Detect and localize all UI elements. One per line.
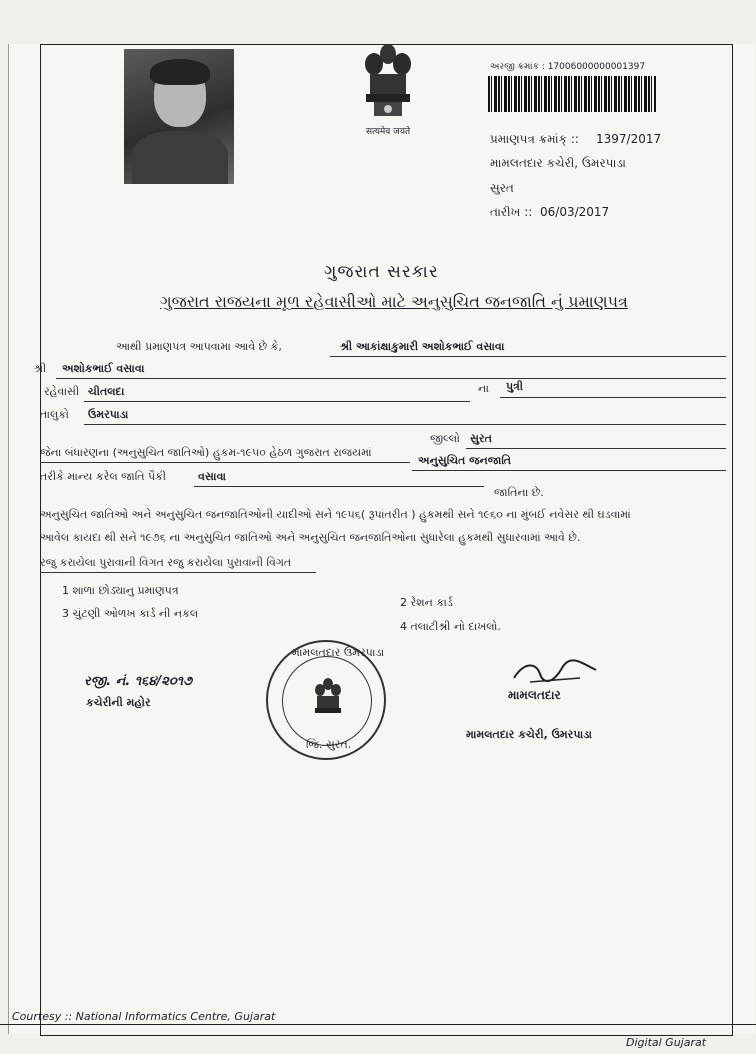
para-line-2: આવેલ કાયદા થી સને ૧૯૭૬ ના અનુસુચિત જાતિઓ અને અનુસુચિત જનજાતિઓના સુધારેલા હુકમથી સુધારવામાં આવે છે. — [40, 531, 581, 544]
barcode — [488, 76, 656, 112]
evidence-item: 4 તલાટીશ્રી નો દાખલો. — [400, 620, 501, 633]
father-name: અશોકભાઈ વસાવા — [62, 362, 145, 375]
office-seal-label: કચેરીની મહોર — [86, 696, 151, 709]
holder-name: શ્રી આકાંક્ષાકુમારી અશોકભાઈ વસાવા — [340, 340, 505, 353]
application-number: અરજી ક્રમાંક : 17006000000001397 — [490, 62, 646, 72]
outward-number: રજી. નં. ૧૬૪/૨૦૧૭ — [84, 674, 193, 689]
relation: પુત્રી — [506, 380, 524, 393]
footer-rule — [0, 1024, 756, 1025]
seal-bottom-text: જિ. સુરત. — [306, 738, 352, 751]
taluka-label: તાલુકો — [40, 408, 69, 421]
signature-icon — [510, 658, 600, 686]
national-emblem-icon — [360, 40, 416, 136]
title-sub: ગુજરાત રાજયના મૂળ રહેવાસીઓ માટે અનુસુચિત જનજાતિ નું પ્રમાણપત્ર — [160, 292, 628, 311]
emblem-motto: सत्यमेव जयते — [366, 127, 411, 137]
title-main: ગુજરાત સરકાર — [324, 262, 439, 282]
constitution-text: જેના બંધારણના (અનુસુચિત જાતિઓ) હુકમ-૧૯૫૦ હેઠળ ગુજરાત રાજયમાં — [40, 446, 372, 459]
signatory-title: મામલતદાર — [508, 688, 561, 702]
seal-emblem-icon — [312, 676, 344, 722]
caste-suffix: જાતિના છે. — [494, 486, 544, 499]
office-city: સુરત — [490, 181, 514, 195]
office-name: મામલતદાર કચેરી, ઉમરપાડા — [490, 156, 626, 170]
evidence-item: 3 ચુંટણી ઓળખ કાર્ડ ની નકલ — [62, 607, 199, 620]
recognized-label: તરીકે માન્ય કરેલ જાતિ પૈકી — [40, 470, 167, 483]
footer-brand: Digital Gujarat — [626, 1036, 707, 1049]
district: સુરત — [470, 432, 492, 445]
shri-label: શ્રી — [34, 362, 47, 375]
evidence-item: 2 રેશન કાર્ડ — [400, 596, 453, 609]
cert-no: 1397/2017 — [596, 132, 662, 146]
category: અનુસુચિત જનજાતિ — [418, 454, 512, 467]
courtesy-text: Courtesy :: National Informatics Centre, Gujarat — [12, 1010, 276, 1023]
taluka: ઉમરપાડા — [88, 408, 129, 421]
evidence-heading: રજુ કરાયેલા પુરાવાની વિગત રજુ કરાયેલા પુરાવાની વિગત — [40, 556, 292, 569]
signatory-office: મામલતદાર કચેરી, ઉમરપાડા — [466, 728, 592, 741]
date-label: તારીખ :: — [490, 205, 533, 219]
district-label: જીલ્લો — [430, 432, 460, 445]
cert-no-label: પ્રમાણપત્ર ક્રમાંક્ :: — [490, 132, 579, 146]
issue-date: 06/03/2017 — [540, 205, 610, 219]
evidence-item: 1 શાળા છોડ્યાનુ પ્રમાણપત્ર — [62, 584, 179, 597]
na-label: ના — [478, 382, 489, 395]
caste: વસાવા — [198, 470, 227, 483]
resident-label: રહેવાસી — [44, 385, 80, 398]
village: ચીતલદા — [88, 385, 125, 398]
seal-top-text: મામલતદાર ઉમરપાડા — [292, 646, 385, 659]
para-line-1: અનુસુચિત જાતિઓ અને અનુસુચિત જનજાતિઓની યાદીઓ સને ૧૯૫૬( રૂપાંતરીત ) હુકમથી સને ૧૯૬૦ ના મુંબઈ નવેસર થી ઘડવામાં — [40, 508, 631, 521]
applicant-photo — [124, 49, 234, 184]
intro-text: આથી પ્રમાણપત્ર આપવામા આવે છે કે, — [116, 340, 282, 353]
